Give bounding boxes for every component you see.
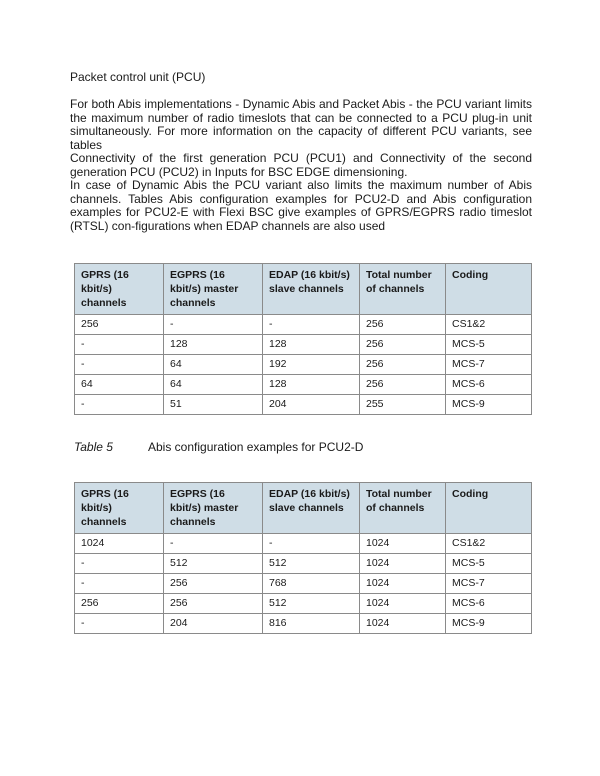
table-row (75, 395, 532, 415)
table-cell: - (75, 335, 164, 355)
table-cell: 192 (263, 355, 360, 375)
table-row (75, 375, 532, 395)
table-cell: 1024 (360, 614, 446, 634)
table-cell: MCS-7 (446, 355, 532, 375)
table-cell: 256 (164, 574, 263, 594)
table-row (75, 614, 532, 634)
table-cell: 256 (360, 355, 446, 375)
column-header: Coding (446, 483, 532, 534)
table-cell: 256 (75, 594, 164, 614)
table-cell: 256 (75, 315, 164, 335)
table-cell: MCS-9 (446, 395, 532, 415)
paragraph: In case of Dynamic Abis the PCU variant also limits the maximum number of Abis channels. Tables Abis configuration examples for PCU2-D and Abis configuration examples for PCU2-E with Flexi BSC give examples of GPRS/EGPRS radio timeslot (RTSL) con-figurations when EDAP channels are also used (70, 178, 532, 233)
table-cell: 64 (75, 375, 164, 395)
column-header: EGPRS (16 kbit/s) master channels (164, 483, 263, 534)
table-cell: MCS-7 (446, 574, 532, 594)
table-cell: 256 (360, 335, 446, 355)
column-header: Total number of channels (360, 483, 446, 534)
table-cell: 255 (360, 395, 446, 415)
table-cell: 816 (263, 614, 360, 634)
table-cell: 1024 (360, 554, 446, 574)
caption-text: Abis configuration examples for PCU2-D (148, 440, 364, 454)
table-row (75, 315, 532, 335)
table-cell: MCS-6 (446, 594, 532, 614)
table-cell: 64 (164, 355, 263, 375)
table-row (75, 554, 532, 574)
table-cell: 1024 (75, 534, 164, 554)
column-header: EDAP (16 kbit/s) slave channels (263, 483, 360, 534)
table-cell: MCS-6 (446, 375, 532, 395)
table-cell: - (164, 534, 263, 554)
body-text (70, 98, 532, 233)
table-cell: MCS-5 (446, 335, 532, 355)
table-cell: - (75, 554, 164, 574)
table-cell: - (263, 534, 360, 554)
table-cell: 1024 (360, 594, 446, 614)
table-caption (74, 440, 363, 454)
table-cell: 512 (263, 594, 360, 614)
pcu2-e-config-table (74, 482, 532, 634)
table-cell: - (164, 315, 263, 335)
table-cell: MCS-9 (446, 614, 532, 634)
column-header: EDAP (16 kbit/s) slave channels (263, 264, 360, 315)
paragraph: For both Abis implementations - Dynamic Abis and Packet Abis - the PCU variant limits the maximum number of radio timeslots that can be connected to a PCU plug-in unit simultaneously. For more information on the capacity of different PCU variants, see tables (70, 97, 532, 152)
table-cell: - (75, 395, 164, 415)
table-cell: 51 (164, 395, 263, 415)
table-cell: 1024 (360, 574, 446, 594)
table-cell: CS1&2 (446, 315, 532, 335)
table-cell: 256 (360, 375, 446, 395)
table-cell: - (75, 574, 164, 594)
table-cell: - (263, 315, 360, 335)
table-row (75, 594, 532, 614)
pcu2-d-config-table (74, 263, 532, 415)
table-cell: 1024 (360, 534, 446, 554)
table-cell: 128 (263, 335, 360, 355)
table-header-row (75, 264, 532, 315)
table-cell: 204 (263, 395, 360, 415)
table-row (75, 355, 532, 375)
table-cell: 512 (164, 554, 263, 574)
column-header: Coding (446, 264, 532, 315)
table-header-row (75, 483, 532, 534)
section-heading: Packet control unit (PCU) (70, 70, 206, 84)
paragraph: Connectivity of the first generation PCU (PCU1) and Connectivity of the second generation PCU (PCU2) in Inputs for BSC EDGE dimensioning. (70, 151, 532, 179)
table-cell: 256 (164, 594, 263, 614)
column-header: Total number of channels (360, 264, 446, 315)
table-cell: - (75, 614, 164, 634)
column-header: EGPRS (16 kbit/s) master channels (164, 264, 263, 315)
table-cell: 128 (263, 375, 360, 395)
table-cell: 256 (360, 315, 446, 335)
table-cell: 128 (164, 335, 263, 355)
table-cell: 64 (164, 375, 263, 395)
caption-number: Table 5 (74, 440, 113, 454)
table-cell: CS1&2 (446, 534, 532, 554)
table-cell: MCS-5 (446, 554, 532, 574)
table-cell: 512 (263, 554, 360, 574)
column-header: GPRS (16 kbit/s) channels (75, 264, 164, 315)
table-row (75, 534, 532, 554)
table-cell: 768 (263, 574, 360, 594)
table-row (75, 335, 532, 355)
table-cell: - (75, 355, 164, 375)
column-header: GPRS (16 kbit/s) channels (75, 483, 164, 534)
table-cell: 204 (164, 614, 263, 634)
table-row (75, 574, 532, 594)
